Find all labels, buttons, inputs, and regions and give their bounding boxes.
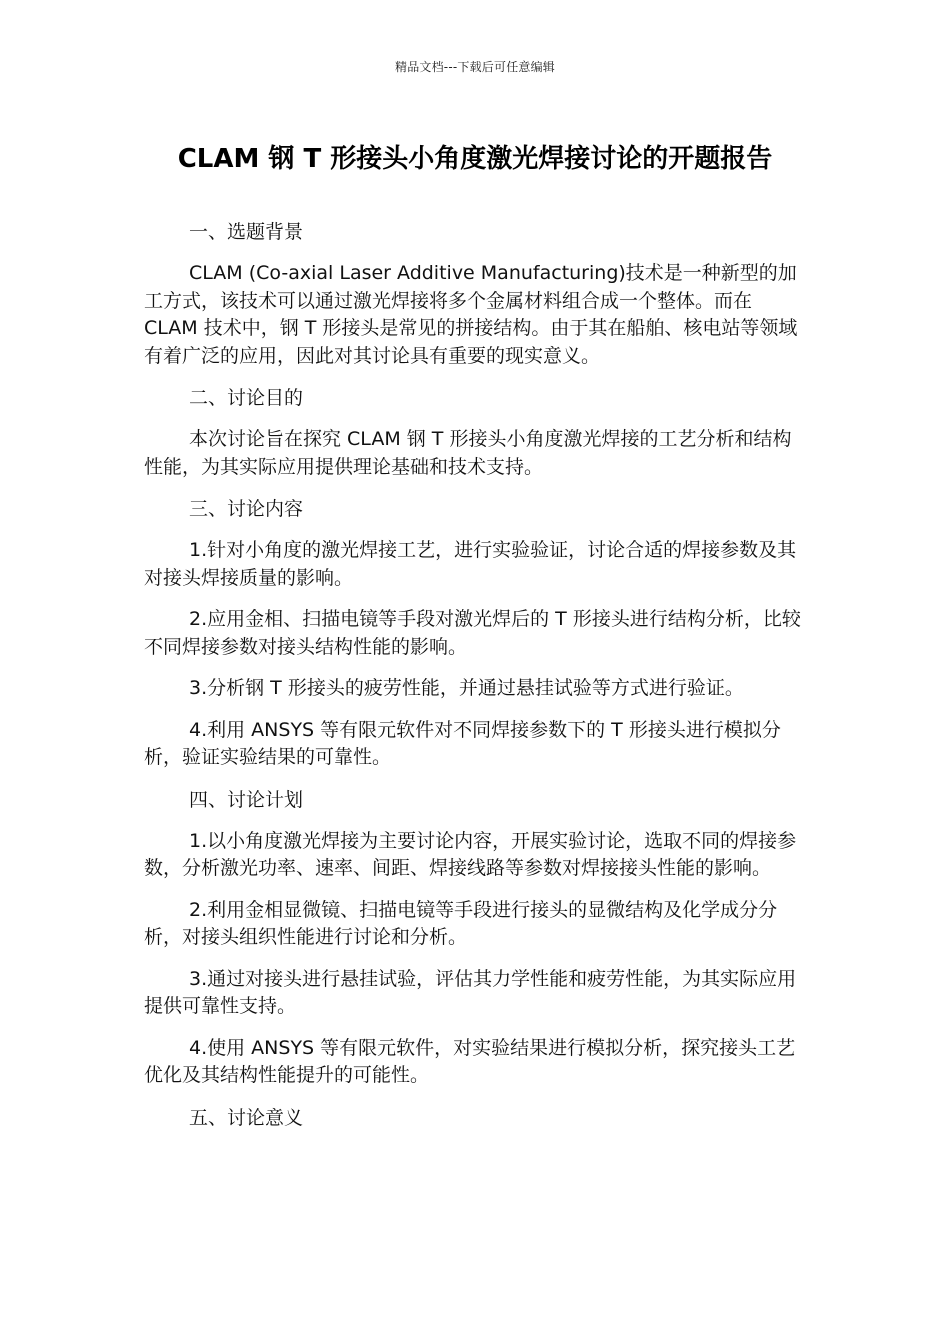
paragraph-plan-item-3: 3.通过对接头进行悬挂试验，评估其力学性能和疲劳性能，为其实际应用提供可靠性支持。 <box>144 967 797 1017</box>
paragraph-plan-item-4: 4.使用 ANSYS 等有限元软件，对实验结果进行模拟分析，探究接头工艺优化及其结构性能提升的可能性。 <box>144 1036 796 1086</box>
paragraph-content-item-1: 1.针对小角度的激光焊接工艺，进行实验验证，讨论合适的焊接参数及其对接头焊接质量的影响。 <box>144 539 797 589</box>
section-heading-background: 一、选题背景 <box>189 221 304 243</box>
paragraph-purpose: 本次讨论旨在探究 CLAM 钢 T 形接头小角度激光焊接的工艺分析和结构性能，为其实际应用提供理论基础和技术支持。 <box>144 428 792 478</box>
paragraph-plan-item-2: 2.利用金相显微镜、扫描电镜等手段进行接头的显微结构及化学成分分析，对接头组织性能进行讨论和分析。 <box>144 898 778 948</box>
paragraph-content-item-4: 4.利用 ANSYS 等有限元软件对不同焊接参数下的 T 形接头进行模拟分析，验证实验结果的可靠性。 <box>144 718 781 768</box>
section-heading-plan: 四、讨论计划 <box>189 788 304 811</box>
paragraph-content-item-3: 3.分析钢 T 形接头的疲劳性能，并通过悬挂试验等方式进行验证。 <box>189 677 744 699</box>
document-title: CLAM 钢 T 形接头小角度激光焊接讨论的开题报告 <box>177 144 773 174</box>
document-body <box>144 218 806 1146</box>
paragraph-plan-item-1: 1.以小角度激光焊接为主要讨论内容，开展实验讨论，选取不同的焊接参数，分析激光功率、速率、间距、焊接线路等参数对焊接接头性能的影响。 <box>144 829 797 879</box>
section-heading-purpose: 二、讨论目的 <box>189 387 304 409</box>
page-header-watermark: 精品文档---下载后可任意编辑 <box>395 60 555 74</box>
section-heading-content: 三、讨论内容 <box>189 498 304 520</box>
paragraph-background: CLAM (Co-axial Laser Additive Manufacturing)技术是一种新型的加工方式，该技术可以通过激光焊接将多个金属材料组合成一个整体。而在 CLAM 技术中，钢 T 形接头是常见的拼接结构。由于其在船舶、核电站等领域有着广泛的应用，因此对其讨论具有重要的现实意义。 <box>144 262 798 367</box>
section-heading-significance: 五、讨论意义 <box>189 1106 304 1129</box>
paragraph-content-item-2: 2.应用金相、扫描电镜等手段对激光焊后的 T 形接头进行结构分析，比较不同焊接参数对接头结构性能的影响。 <box>144 608 801 658</box>
